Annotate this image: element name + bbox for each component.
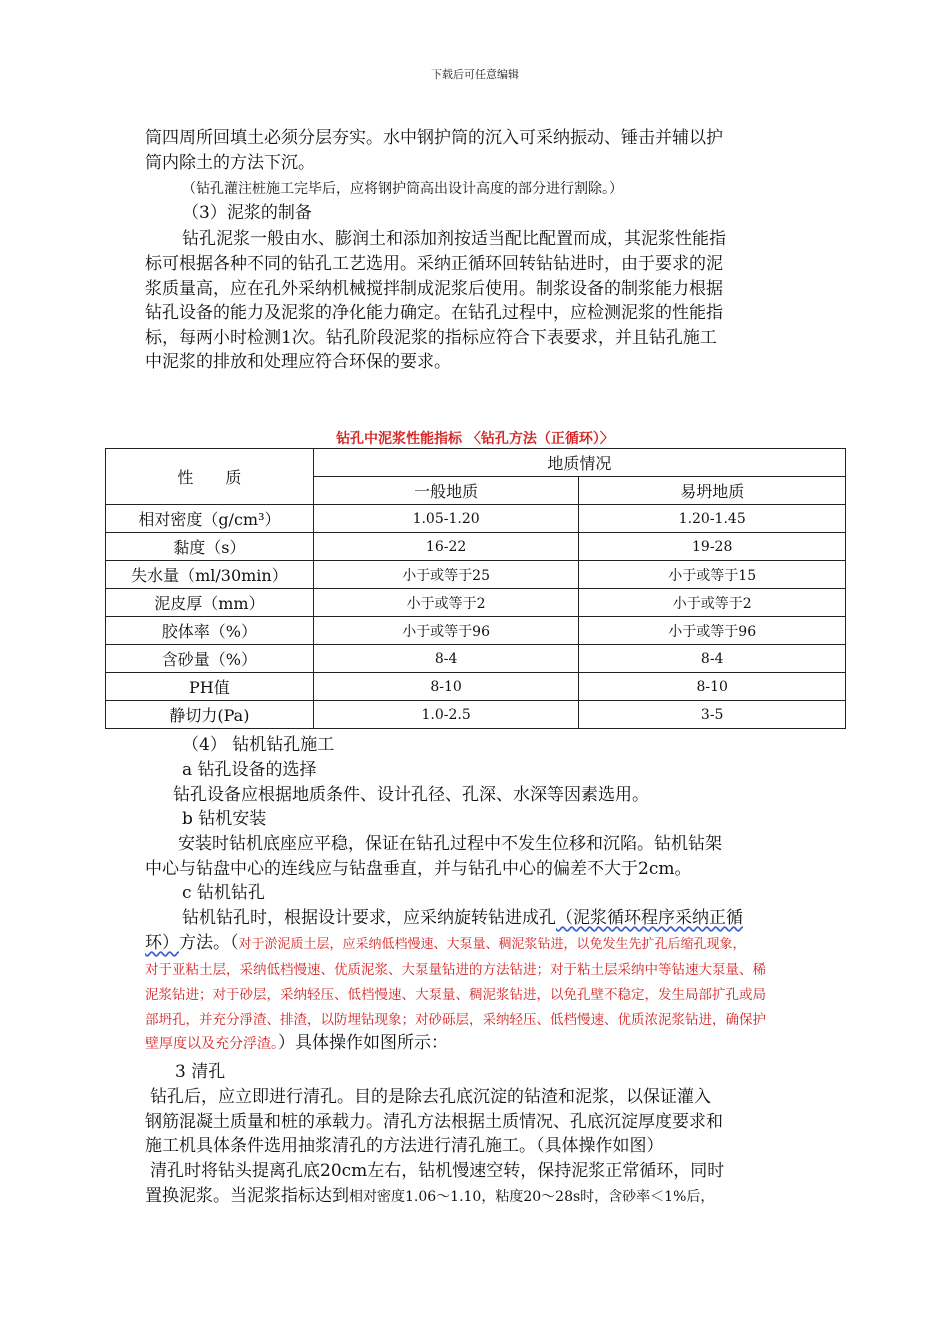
- cell-normal: 8-4: [313, 645, 579, 673]
- cell-collapse: 8-4: [579, 645, 846, 673]
- table-row: [106, 561, 846, 589]
- row-label: 胶体率（%）: [106, 617, 314, 645]
- mud-performance-table: [105, 448, 846, 729]
- note-line: （钻孔灌注桩施工完毕后，应将钢护筒高出设计高度的部分进行割除。）: [182, 181, 623, 197]
- row-label: 含砂量（%）: [106, 645, 314, 673]
- cell-collapse: 小于或等于2: [579, 589, 846, 617]
- red-note-text: 对于淤泥质土层，应采纳低档慢速、大泵量、稠泥浆钻进，以免发生先扩孔后缩孔现象，: [238, 937, 746, 952]
- section-heading: （3）泥浆的制备: [182, 203, 312, 223]
- paragraph-line: 标可根据各种不同的钻孔工艺选用。采纳正循环回转钻钻进时，由于要求的泥: [145, 254, 723, 274]
- paragraph-line: 清孔时将钻头提离孔底20cm左右，钻机慢速空转，保持泥浆正常循环，同时: [150, 1161, 725, 1181]
- cell-normal: 1.0-2.5: [313, 701, 579, 729]
- cell-collapse: 3-5: [579, 701, 846, 729]
- paragraph-line: 筒四周所回填土必须分层夯实。水中钢护筒的沉入可采纳振动、锤击并辅以护: [145, 128, 723, 148]
- section-heading: （4） 钻机钻孔施工: [182, 735, 335, 755]
- row-label: 泥皮厚（mm）: [106, 589, 314, 617]
- paragraph-line: 安装时钻机底座应平稳，保证在钻孔过程中不发生位移和沉陷。钻机钻架: [178, 834, 722, 854]
- section-heading: 3 清孔: [175, 1062, 226, 1082]
- table-row: [106, 505, 846, 533]
- paragraph-line: [145, 1031, 815, 1056]
- paragraph-line: 施工机具体条件选用抽浆清孔的方法进行清孔施工。（具体操作如图）: [145, 1136, 664, 1156]
- paragraph-line: [145, 1184, 815, 1209]
- text-run: 相对密度1.06～1.10，粘度20～28s时，含砂率＜1%后，: [349, 1189, 715, 1205]
- red-note-line: 部坍孔，并充分淨渣、排渣，以防埋钻现象；对砂砾层，采纳轻压、低档慢速、优质浓泥浆钻进，确保护: [145, 1012, 766, 1028]
- paragraph-line: 钻孔泥浆一般由水、膨润土和添加剂按适当配比配置而成，其泥浆性能指: [182, 229, 726, 249]
- cell-normal: 1.05-1.20: [313, 505, 579, 533]
- subheading: b 钻机安装: [182, 809, 267, 829]
- table-row: [106, 645, 846, 673]
- table-row: [106, 533, 846, 561]
- paragraph-line: [145, 931, 815, 957]
- cell-collapse: 小于或等于96: [579, 617, 846, 645]
- header-collapse-geology: 易坍地质: [579, 477, 846, 505]
- paragraph-line: 钻孔后，应立即进行清孔。目的是除去孔底沉淀的钻渣和泥浆，以保证灌入: [150, 1087, 711, 1107]
- page-header: 下载后可任意编辑: [431, 68, 519, 81]
- paragraph-line: 标，每两小时检测1次。钻孔阶段泥浆的指标应符合下表要求，并且钻孔施工: [145, 328, 717, 348]
- red-note-line: 对于亚粘土层，采纳低档慢速、优质泥浆、大泵量钻进的方法钻进；对于粘土层采纳中等钻速大泵量、稀: [145, 962, 766, 978]
- text-run: 方法。（: [179, 933, 239, 953]
- red-note-line: 泥浆钻进；对于砂层，采纳轻压、低档慢速、大泵量、稠泥浆钻进，以免孔壁不稳定，发生局部扩孔或局: [145, 987, 766, 1003]
- paragraph-line: 筒内除土的方法下沉。: [145, 153, 315, 173]
- subheading: c 钻机钻孔: [182, 883, 265, 903]
- cell-collapse: 小于或等于15: [579, 561, 846, 589]
- table-row: [106, 701, 846, 729]
- text-run: 置换泥浆。当泥浆指标达到: [145, 1186, 349, 1206]
- cell-collapse: 19-28: [579, 533, 846, 561]
- header-geology: 地质情况: [313, 449, 845, 477]
- cell-normal: 小于或等于96: [313, 617, 579, 645]
- text-run: ）具体操作如图所示：: [278, 1033, 448, 1053]
- text-run-underlined: （泥浆循环程序采纳正循: [556, 908, 743, 928]
- row-label: 相对密度（g/cm³）: [106, 505, 314, 533]
- table-row: [106, 589, 846, 617]
- table-row: [106, 617, 846, 645]
- row-label: 静切力(Pa): [106, 701, 314, 729]
- paragraph-line: 钻孔设备应根据地质条件、设计孔径、孔深、水深等因素选用。: [173, 785, 649, 805]
- cell-normal: 16-22: [313, 533, 579, 561]
- text-run: 钻机钻孔时，根据设计要求，应采纳旋转钻进成孔: [182, 908, 556, 928]
- cell-collapse: 1.20-1.45: [579, 505, 846, 533]
- paragraph-line: 钢筋混凝土质量和桩的承载力。清孔方法根据土质情况、孔底沉淀厚度要求和: [145, 1112, 723, 1132]
- red-note-text: 壁厚度以及充分浮渣。: [145, 1036, 278, 1052]
- cell-normal: 小于或等于2: [313, 589, 579, 617]
- subheading: a 钻孔设备的选择: [182, 760, 317, 780]
- header-normal-geology: 一般地质: [313, 477, 579, 505]
- header-property: 性 质: [106, 449, 314, 505]
- paragraph-line: 钻孔设备的能力及泥浆的净化能力确定。在钻孔过程中，应检测泥浆的性能指: [145, 303, 723, 323]
- table-row: [106, 673, 846, 701]
- row-label: 失水量（ml/30min）: [106, 561, 314, 589]
- row-label: PH值: [106, 673, 314, 701]
- text-run-underlined: 环）: [145, 933, 179, 953]
- paragraph-line: 中心与钻盘中心的连线应与钻盘垂直，并与钻孔中心的偏差不大于2cm。: [145, 859, 692, 879]
- paragraph-line: [182, 906, 852, 930]
- cell-normal: 8-10: [313, 673, 579, 701]
- table-title: 钻孔中泥浆性能指标 〈钻孔方法（正循环）〉: [336, 431, 614, 447]
- row-label: 黏度（s）: [106, 533, 314, 561]
- paragraph-line: 浆质量高，应在孔外采纳机械搅拌制成泥浆后使用。制浆设备的制浆能力根据: [145, 279, 723, 299]
- cell-normal: 小于或等于25: [313, 561, 579, 589]
- cell-collapse: 8-10: [579, 673, 846, 701]
- paragraph-line: 中泥浆的排放和处理应符合环保的要求。: [145, 352, 451, 372]
